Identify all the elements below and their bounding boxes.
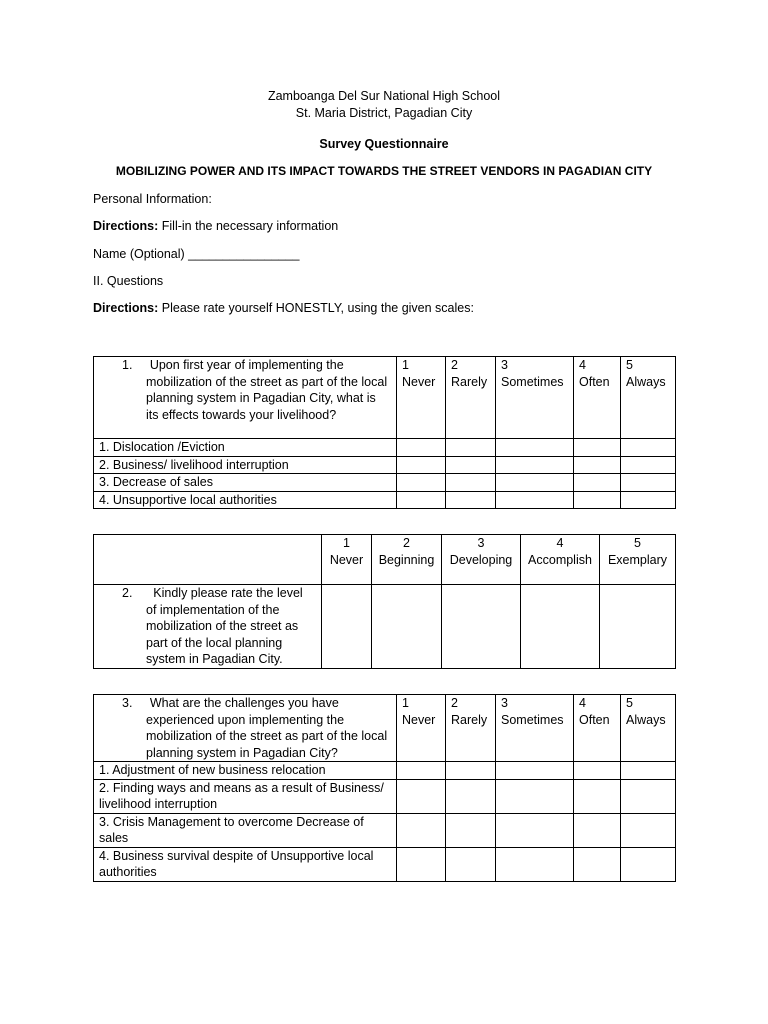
table-row	[94, 779, 676, 813]
rating-cell[interactable]	[621, 491, 676, 509]
rating-cell[interactable]	[442, 585, 521, 669]
scale-4: 4 Often	[574, 695, 621, 762]
questions-label: II. Questions	[93, 274, 164, 288]
rating-cell[interactable]	[496, 779, 574, 813]
rating-cell[interactable]	[600, 585, 676, 669]
question-3-table	[93, 694, 676, 882]
directions2-text: Please rate yourself HONESTLY, using the given scales:	[158, 301, 474, 315]
scale-1: 1 Never	[322, 535, 372, 585]
scale-2: 2 Rarely	[446, 695, 496, 762]
scale-4: 4 Often	[574, 357, 621, 439]
rating-cell[interactable]	[397, 779, 446, 813]
row-label: 1. Dislocation /Eviction	[94, 439, 397, 457]
rating-cell[interactable]	[446, 491, 496, 509]
question-1-text: 1. Upon first year of implementing the mobilization of the street as part of the local planning system in Pagadian City, what is its effects towards your livelihood?	[94, 357, 397, 439]
personal-info-label: Personal Information:	[93, 192, 212, 206]
scale-5: 5 Exemplary	[600, 535, 676, 585]
rating-cell[interactable]	[574, 474, 621, 492]
scale-3: 3 Developing	[442, 535, 521, 585]
rating-cell[interactable]	[496, 847, 574, 881]
question-1-table	[93, 356, 676, 509]
scale-3: 3 Sometimes	[496, 695, 574, 762]
table-row	[94, 847, 676, 881]
rating-cell[interactable]	[397, 456, 446, 474]
question-3-header-row	[94, 695, 676, 762]
rating-cell[interactable]	[446, 847, 496, 881]
question-2-text: 2. Kindly please rate the level of implementation of the mobilization of the street as part of the local planning system in Pagadian City.	[94, 585, 322, 669]
rating-cell[interactable]	[446, 474, 496, 492]
question-3-text: 3. What are the challenges you have experienced upon implementing the mobilization of the street as part of the local planning system in Pagadian City?	[94, 695, 397, 762]
row-label: 4. Business survival despite of Unsupportive local authorities	[94, 847, 397, 881]
rating-cell[interactable]	[574, 456, 621, 474]
table-row	[94, 474, 676, 492]
table-row	[94, 439, 676, 457]
rating-cell[interactable]	[397, 474, 446, 492]
rating-cell[interactable]	[397, 762, 446, 780]
directions2-line	[93, 301, 474, 315]
directions2-label: Directions:	[93, 301, 159, 315]
rating-cell[interactable]	[574, 491, 621, 509]
row-label: 1. Adjustment of new business relocation	[94, 762, 397, 780]
row-label: 2. Business/ livelihood interruption	[94, 456, 397, 474]
question-2-table	[93, 534, 676, 669]
scale-5: 5 Always	[621, 695, 676, 762]
rating-cell[interactable]	[574, 439, 621, 457]
table-row	[94, 762, 676, 780]
rating-cell[interactable]	[397, 847, 446, 881]
table-row	[94, 491, 676, 509]
rating-cell[interactable]	[446, 813, 496, 847]
scale-4: 4 Accomplish	[521, 535, 600, 585]
survey-title: Survey Questionnaire	[319, 137, 449, 151]
rating-cell[interactable]	[496, 439, 574, 457]
scale-1: 1 Never	[397, 357, 446, 439]
main-title: MOBILIZING POWER AND ITS IMPACT TOWARDS THE STREET VENDORS IN PAGADIAN CITY	[115, 164, 653, 178]
rating-cell[interactable]	[397, 491, 446, 509]
question-2-header-row	[94, 535, 676, 585]
scale-1: 1 Never	[397, 695, 446, 762]
rating-cell[interactable]	[496, 456, 574, 474]
school-header	[93, 88, 675, 122]
rating-cell[interactable]	[446, 779, 496, 813]
name-field[interactable]: Name (Optional) ________________	[93, 247, 300, 261]
rating-cell[interactable]	[397, 439, 446, 457]
question-1-header-row	[94, 357, 676, 439]
rating-cell[interactable]	[621, 439, 676, 457]
table-row	[94, 813, 676, 847]
scale-2: 2 Beginning	[372, 535, 442, 585]
rating-cell[interactable]	[621, 456, 676, 474]
directions-text: Fill-in the necessary information	[158, 219, 339, 233]
school-district: St. Maria District, Pagadian City	[295, 106, 473, 120]
school-name: Zamboanga Del Sur National High School	[267, 89, 501, 103]
row-label: 2. Finding ways and means as a result of Business/ livelihood interruption	[94, 779, 397, 813]
rating-cell[interactable]	[621, 847, 676, 881]
scale-2: 2 Rarely	[446, 357, 496, 439]
scale-5: 5 Always	[621, 357, 676, 439]
rating-cell[interactable]	[496, 474, 574, 492]
empty-header-cell	[94, 535, 322, 585]
rating-cell[interactable]	[397, 813, 446, 847]
rating-cell[interactable]	[621, 779, 676, 813]
rating-cell[interactable]	[621, 762, 676, 780]
rating-cell[interactable]	[446, 439, 496, 457]
directions-line	[93, 219, 338, 233]
rating-cell[interactable]	[574, 779, 621, 813]
rating-cell[interactable]	[496, 491, 574, 509]
row-label: 4. Unsupportive local authorities	[94, 491, 397, 509]
table-row	[94, 456, 676, 474]
directions-label: Directions:	[93, 219, 159, 233]
rating-cell[interactable]	[521, 585, 600, 669]
table-row	[94, 585, 676, 669]
scale-3: 3 Sometimes	[496, 357, 574, 439]
rating-cell[interactable]	[574, 847, 621, 881]
rating-cell[interactable]	[372, 585, 442, 669]
rating-cell[interactable]	[574, 813, 621, 847]
rating-cell[interactable]	[621, 813, 676, 847]
rating-cell[interactable]	[621, 474, 676, 492]
rating-cell[interactable]	[446, 762, 496, 780]
rating-cell[interactable]	[496, 813, 574, 847]
row-label: 3. Decrease of sales	[94, 474, 397, 492]
rating-cell[interactable]	[496, 762, 574, 780]
rating-cell[interactable]	[574, 762, 621, 780]
rating-cell[interactable]	[322, 585, 372, 669]
row-label: 3. Crisis Management to overcome Decrease of sales	[94, 813, 397, 847]
rating-cell[interactable]	[446, 456, 496, 474]
